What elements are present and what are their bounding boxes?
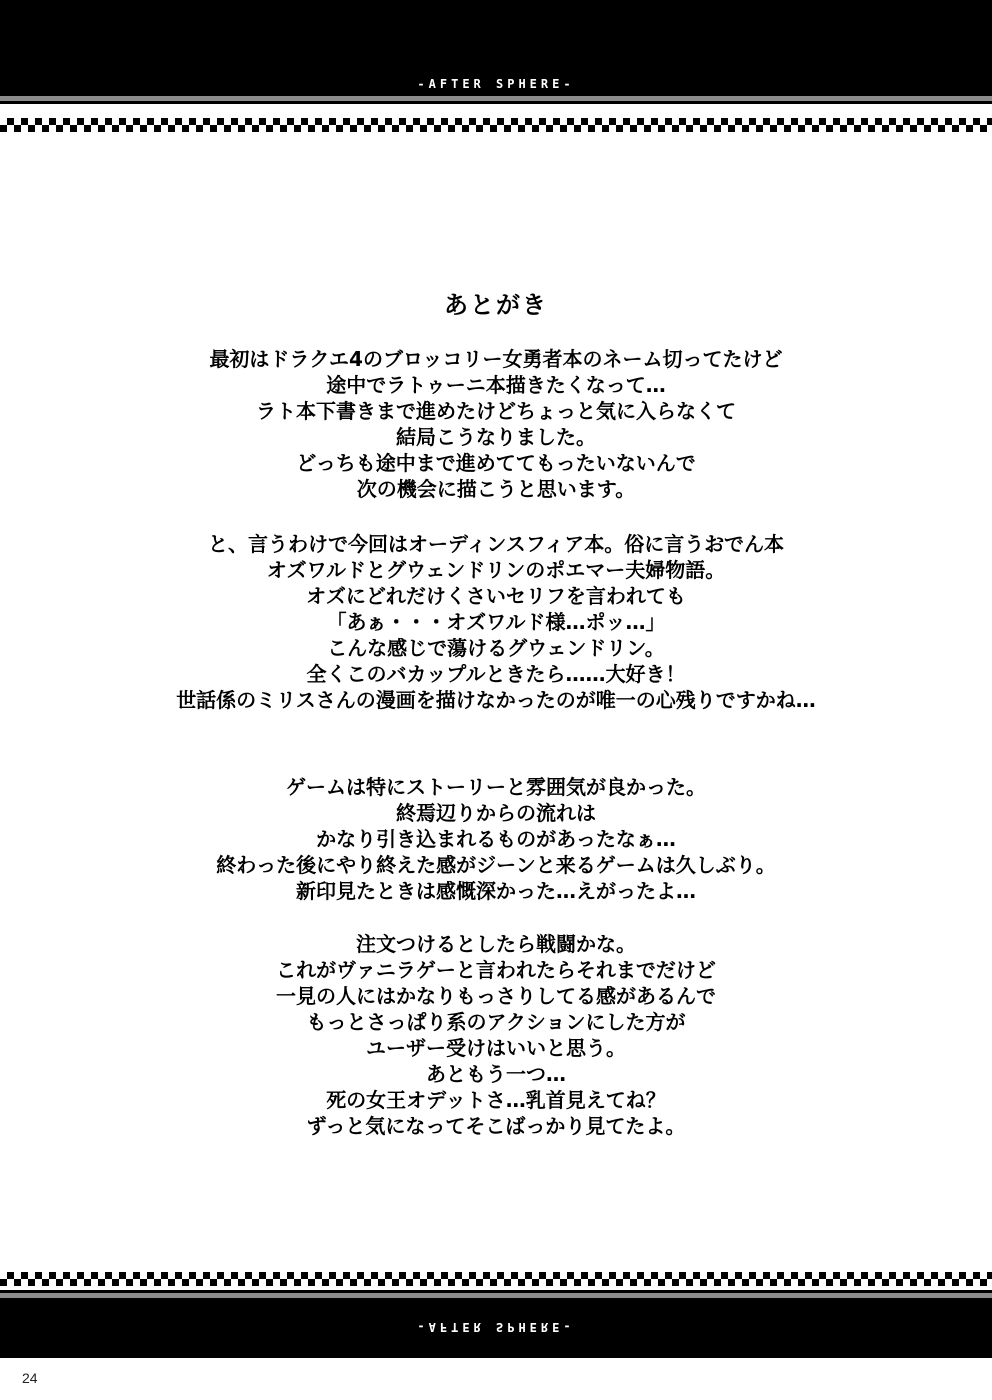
text-line: 最初はドラクエ4のブロッコリー女勇者本のネーム切ってたけど <box>209 347 783 371</box>
text-line: 一見の人にはかなりもっさりしてる感があるんで <box>276 984 716 1008</box>
text-line: 新印見たときは感慨深かった…えがったよ… <box>296 879 696 903</box>
paragraph-2 <box>0 531 992 713</box>
text-line: 終わった後にやり終えた感がジーンと来るゲームは久しぶり。 <box>216 853 776 877</box>
text-line: 次の機会に描こうと思います。 <box>356 477 636 501</box>
text-line: 世話係のミリスさんの漫画を描けなかったのが唯一の心残りですかね… <box>176 688 816 712</box>
text-line: あともう一つ… <box>426 1062 566 1086</box>
header-black-rule <box>0 101 992 104</box>
afterword-heading: あとがき <box>444 291 548 319</box>
text-line: 終焉辺りからの流れは <box>396 801 596 825</box>
text-line: 途中でラトゥーニ本描きたくなって… <box>326 373 666 397</box>
paragraph-3 <box>0 774 992 904</box>
text-line: ずっと気になってそこばっかり見てたよ。 <box>306 1114 686 1138</box>
footer-title: -AFTER SPHERE- <box>417 1320 575 1334</box>
text-line: ユーザー受けはいいと思う。 <box>366 1036 626 1060</box>
text-line: 注文つけるとしたら戦闘かな。 <box>356 932 636 956</box>
text-line: オズワルドとグウェンドリンのポエマー夫婦物語。 <box>266 558 726 582</box>
text-line: もっとさっぱり系のアクションにした方が <box>306 1010 686 1034</box>
text-line: これがヴァニラゲーと言われたらそれまでだけど <box>276 958 716 982</box>
text-line: と、言うわけで今回はオーディンスフィア本。俗に言うおでん本 <box>208 532 784 556</box>
page-number: 24 <box>22 1370 38 1386</box>
paragraph-4 <box>0 931 992 1139</box>
text-line: 「あぁ・・・オズワルド様…ポッ…」 <box>326 610 666 634</box>
text-line: 全くこのバカップルときたら……大好き！ <box>306 662 686 686</box>
paragraph-1 <box>0 346 992 502</box>
text-line: こんな感じで蕩けるグウェンドリン。 <box>327 636 665 660</box>
text-line: どっちも途中まで進めててもったいないんで <box>296 451 696 475</box>
text-line: 結局こうなりました。 <box>396 425 596 449</box>
text-line: オズにどれだけくさいセリフを言われても <box>306 584 686 608</box>
header-title: -AFTER SPHERE- <box>417 77 575 91</box>
header-checker-strip <box>0 118 992 132</box>
text-line: ラト本下書きまで進めたけどちょっと気に入らなくて <box>256 399 736 423</box>
text-line: ゲームは特にストーリーと雰囲気が良かった。 <box>286 775 706 799</box>
text-line: かなり引き込まれるものがあったなぁ… <box>316 827 676 851</box>
text-line: 死の女王オデットさ…乳首見えてね？ <box>326 1088 666 1112</box>
footer-checker-strip <box>0 1272 992 1286</box>
